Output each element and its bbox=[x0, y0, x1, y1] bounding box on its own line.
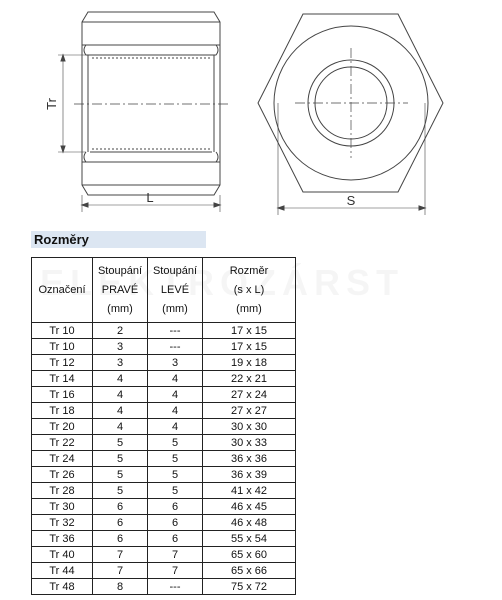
cell-designation: Tr 36 bbox=[32, 531, 93, 547]
header-pitch-left bbox=[148, 258, 203, 323]
cell-pitch-left: 4 bbox=[148, 371, 203, 387]
table-row bbox=[32, 483, 296, 499]
cell-designation: Tr 10 bbox=[32, 339, 93, 355]
cell-pitch-left: 4 bbox=[148, 403, 203, 419]
header-pitch-right bbox=[93, 258, 148, 323]
cell-pitch-right: 7 bbox=[93, 563, 148, 579]
cell-size: 27 x 27 bbox=[203, 403, 296, 419]
dim-s-label: S bbox=[346, 193, 356, 208]
table-row bbox=[32, 371, 296, 387]
cell-pitch-right: 4 bbox=[93, 387, 148, 403]
cell-size: 55 x 54 bbox=[203, 531, 296, 547]
cell-size: 30 x 33 bbox=[203, 435, 296, 451]
cell-size: 27 x 24 bbox=[203, 387, 296, 403]
table-row bbox=[32, 339, 296, 355]
cell-pitch-right: 6 bbox=[93, 515, 148, 531]
cell-pitch-right: 5 bbox=[93, 483, 148, 499]
cell-designation: Tr 28 bbox=[32, 483, 93, 499]
dimensions-table bbox=[31, 257, 296, 595]
cell-designation: Tr 48 bbox=[32, 579, 93, 595]
cell-designation: Tr 22 bbox=[32, 435, 93, 451]
table-row bbox=[32, 403, 296, 419]
cell-pitch-right: 5 bbox=[93, 435, 148, 451]
cell-pitch-right: 8 bbox=[93, 579, 148, 595]
table-row bbox=[32, 579, 296, 595]
table-row bbox=[32, 515, 296, 531]
cell-pitch-left: 5 bbox=[148, 483, 203, 499]
cell-pitch-right: 4 bbox=[93, 403, 148, 419]
header-designation: Označení bbox=[32, 258, 93, 323]
table-row bbox=[32, 499, 296, 515]
table-row bbox=[32, 419, 296, 435]
cell-size: 41 x 42 bbox=[203, 483, 296, 499]
cell-pitch-right: 3 bbox=[93, 339, 148, 355]
cell-pitch-right: 5 bbox=[93, 467, 148, 483]
cell-pitch-left: 3 bbox=[148, 355, 203, 371]
table-row bbox=[32, 387, 296, 403]
cell-pitch-right: 6 bbox=[93, 531, 148, 547]
cell-pitch-right: 7 bbox=[93, 547, 148, 563]
cell-designation: Tr 16 bbox=[32, 387, 93, 403]
header-pitch-right-line2: PRAVÉ bbox=[101, 284, 139, 296]
header-size-line3: (mm) bbox=[236, 303, 262, 315]
cell-size: 46 x 45 bbox=[203, 499, 296, 515]
cell-pitch-left: --- bbox=[148, 323, 203, 339]
section-title: Rozměry bbox=[31, 231, 206, 248]
table-body bbox=[32, 323, 296, 595]
cell-designation: Tr 26 bbox=[32, 467, 93, 483]
cell-pitch-left: 5 bbox=[148, 467, 203, 483]
cell-size: 65 x 66 bbox=[203, 563, 296, 579]
table-row bbox=[32, 467, 296, 483]
table-header-row bbox=[32, 258, 296, 323]
cell-size: 75 x 72 bbox=[203, 579, 296, 595]
header-pitch-left-line1: Stoupání bbox=[152, 265, 198, 277]
cell-pitch-left: 5 bbox=[148, 451, 203, 467]
nut-side-view bbox=[82, 12, 220, 195]
cell-pitch-right: 6 bbox=[93, 499, 148, 515]
cell-designation: Tr 40 bbox=[32, 547, 93, 563]
header-pitch-left-line3: (mm) bbox=[162, 303, 188, 315]
cell-pitch-right: 5 bbox=[93, 451, 148, 467]
cell-pitch-left: --- bbox=[148, 339, 203, 355]
cell-size: 65 x 60 bbox=[203, 547, 296, 563]
table-row bbox=[32, 323, 296, 339]
cell-size: 22 x 21 bbox=[203, 371, 296, 387]
table-row bbox=[32, 531, 296, 547]
cell-size: 19 x 18 bbox=[203, 355, 296, 371]
cell-designation: Tr 12 bbox=[32, 355, 93, 371]
header-pitch-right-line1: Stoupání bbox=[97, 265, 143, 277]
header-size-line2: (s x L) bbox=[233, 284, 265, 296]
cell-pitch-left: 4 bbox=[148, 419, 203, 435]
cell-pitch-left: 6 bbox=[148, 531, 203, 547]
cell-designation: Tr 30 bbox=[32, 499, 93, 515]
header-pitch-left-line2: LEVÉ bbox=[160, 284, 190, 296]
cell-designation: Tr 18 bbox=[32, 403, 93, 419]
cell-pitch-left: --- bbox=[148, 579, 203, 595]
cell-pitch-left: 4 bbox=[148, 387, 203, 403]
dim-l-label: L bbox=[146, 190, 154, 205]
table-row bbox=[32, 563, 296, 579]
header-size bbox=[203, 258, 296, 323]
table-row bbox=[32, 435, 296, 451]
cell-size: 17 x 15 bbox=[203, 339, 296, 355]
cell-size: 30 x 30 bbox=[203, 419, 296, 435]
cell-designation: Tr 14 bbox=[32, 371, 93, 387]
cell-designation: Tr 10 bbox=[32, 323, 93, 339]
cell-designation: Tr 24 bbox=[32, 451, 93, 467]
cell-pitch-left: 7 bbox=[148, 547, 203, 563]
table-row bbox=[32, 355, 296, 371]
cell-pitch-right: 4 bbox=[93, 419, 148, 435]
cell-pitch-left: 6 bbox=[148, 515, 203, 531]
cell-size: 17 x 15 bbox=[203, 323, 296, 339]
header-size-line1: Rozměr bbox=[229, 265, 269, 277]
cell-size: 36 x 39 bbox=[203, 467, 296, 483]
cell-pitch-right: 3 bbox=[93, 355, 148, 371]
header-pitch-right-line3: (mm) bbox=[107, 303, 133, 315]
cell-pitch-left: 5 bbox=[148, 435, 203, 451]
cell-designation: Tr 44 bbox=[32, 563, 93, 579]
cell-pitch-right: 2 bbox=[93, 323, 148, 339]
cell-designation: Tr 32 bbox=[32, 515, 93, 531]
table-row bbox=[32, 451, 296, 467]
table-row bbox=[32, 547, 296, 563]
dim-tr-label: Tr bbox=[44, 98, 59, 110]
cell-size: 36 x 36 bbox=[203, 451, 296, 467]
cell-designation: Tr 20 bbox=[32, 419, 93, 435]
cell-pitch-left: 6 bbox=[148, 499, 203, 515]
cell-pitch-right: 4 bbox=[93, 371, 148, 387]
cell-size: 46 x 48 bbox=[203, 515, 296, 531]
technical-drawing bbox=[0, 0, 502, 225]
cell-pitch-left: 7 bbox=[148, 563, 203, 579]
